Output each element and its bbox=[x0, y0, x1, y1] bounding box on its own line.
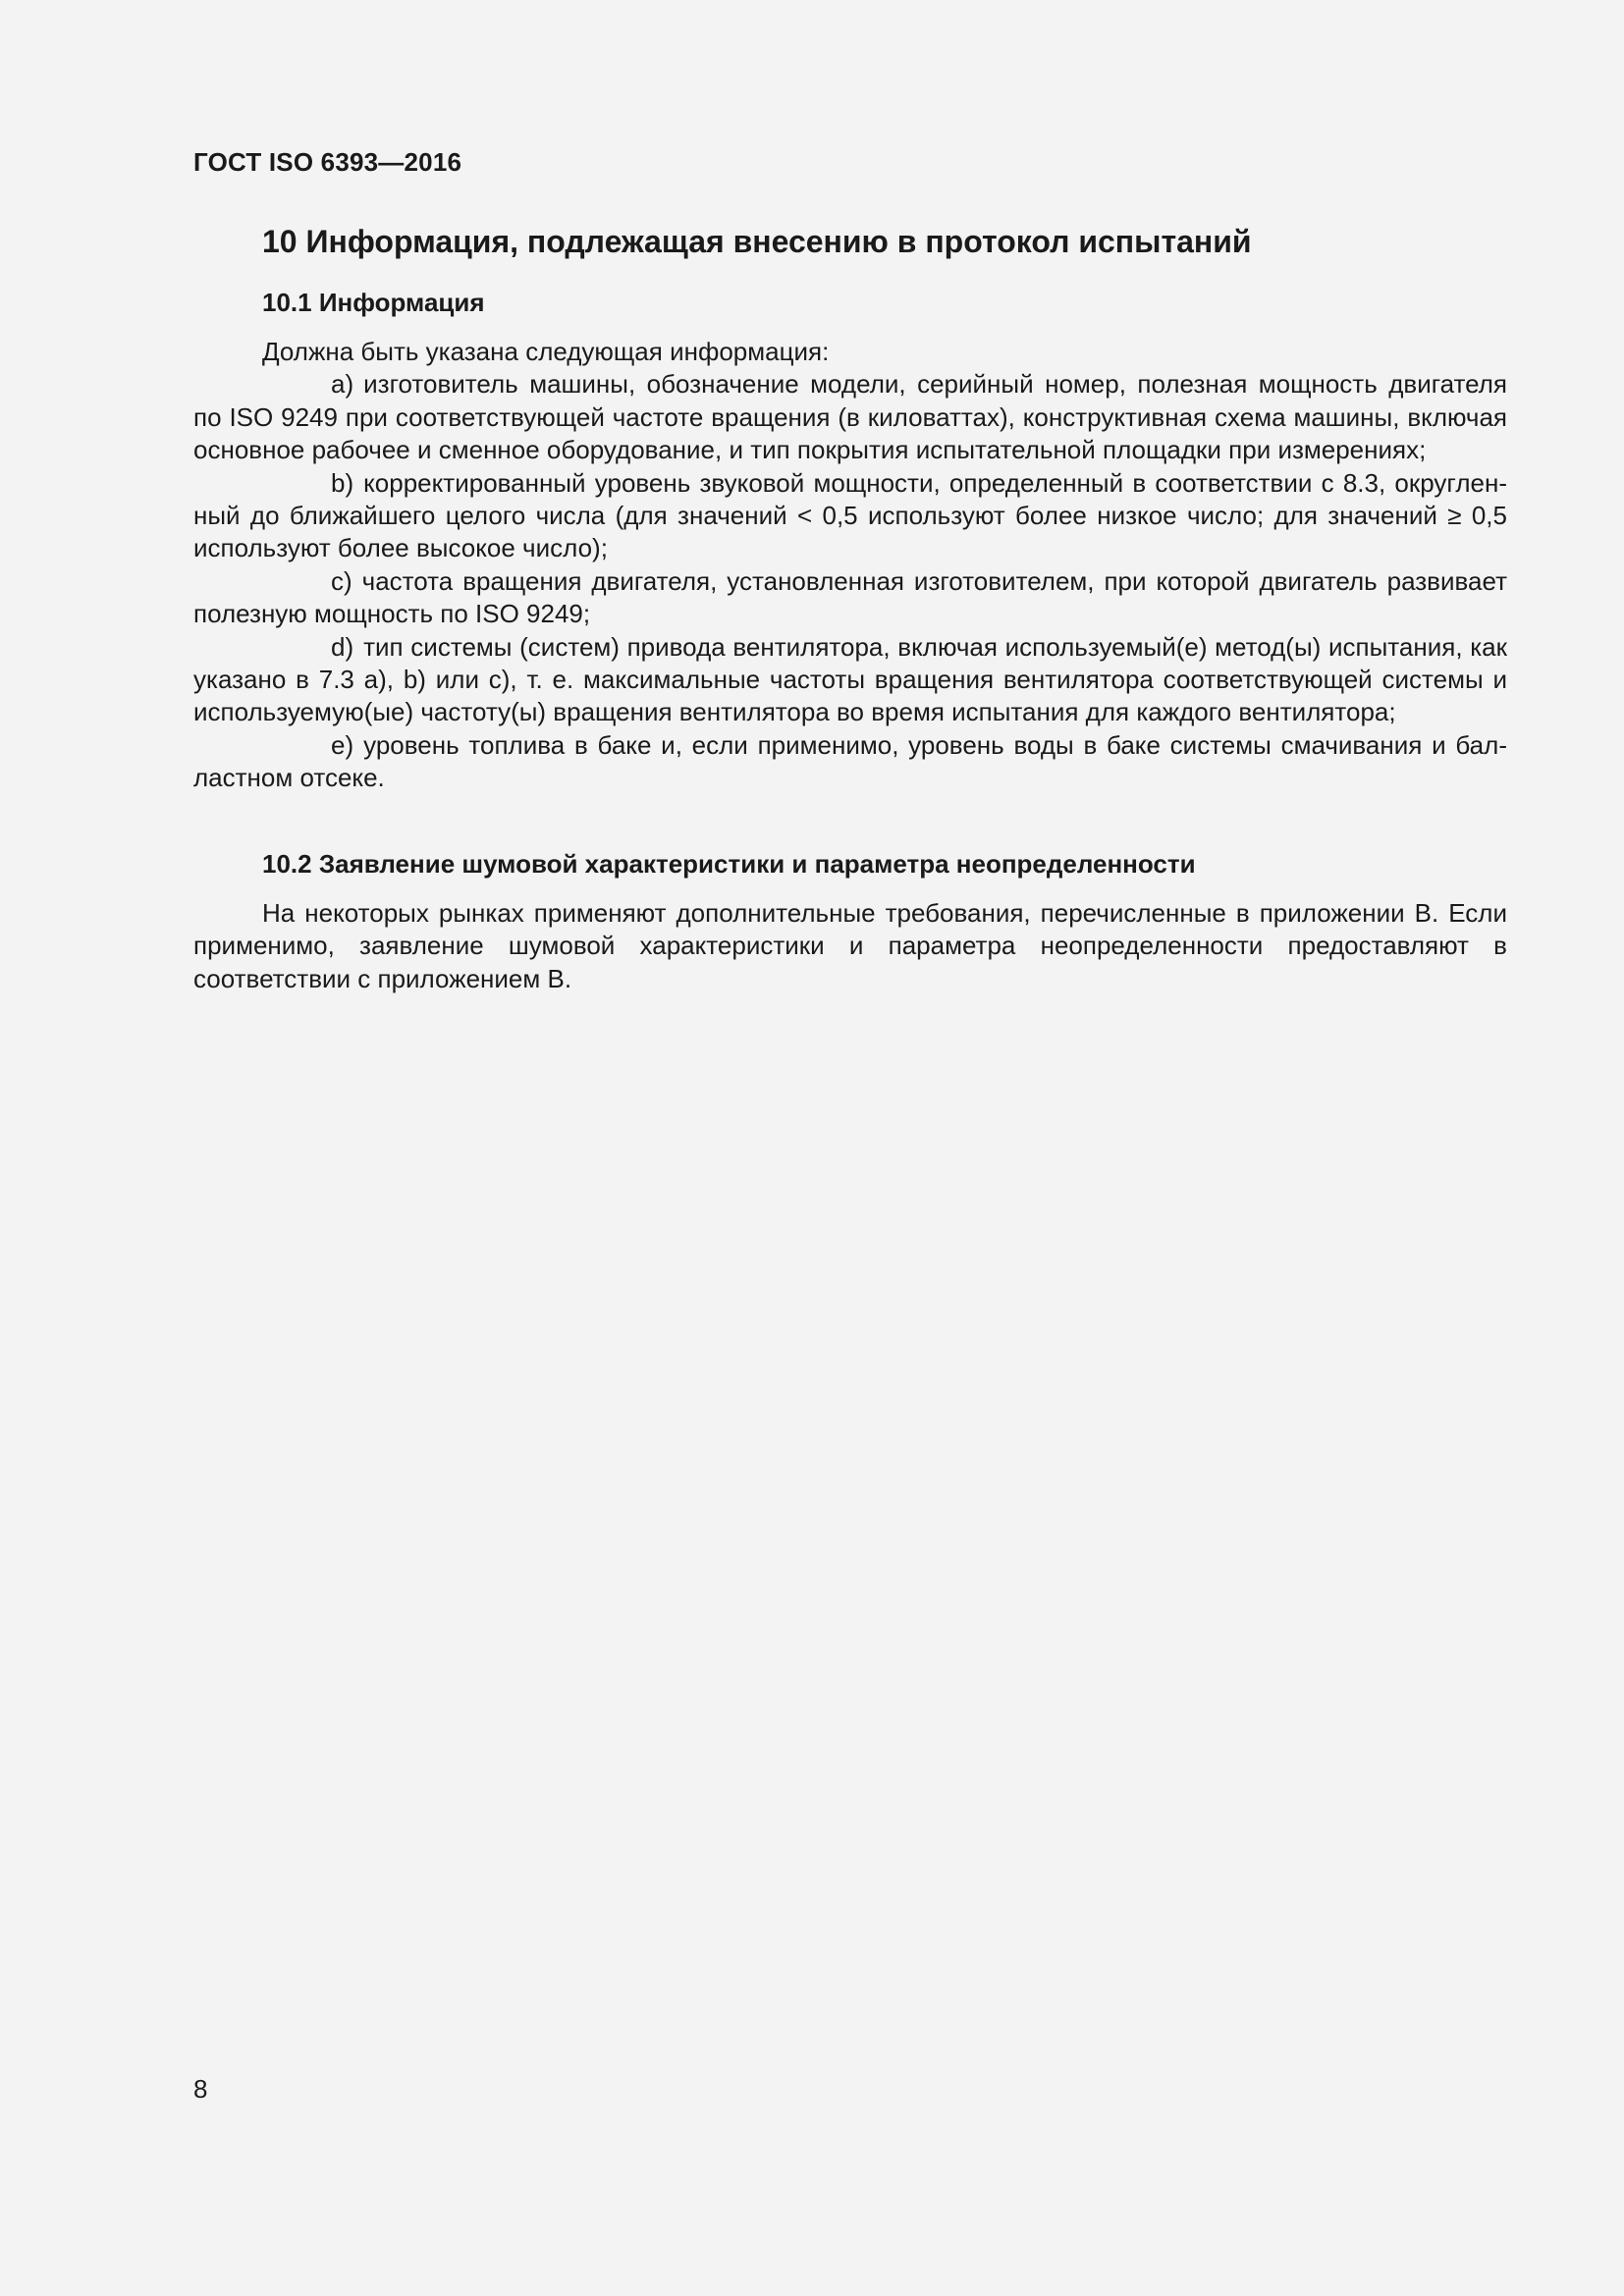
list-item-c bbox=[193, 565, 1507, 631]
list-item-letter: d) bbox=[331, 631, 354, 662]
list-item-text: изготовитель машины, обозначение модели, серийный номер, полезная мощность двигателя по ISO 9249 при соответствующей частоте вращения (в киловаттах), конструктивная схема машины, включая основное рабочее и сменное оборудование, и тип покрытия испытательной площадки при измерениях; bbox=[193, 369, 1507, 465]
list-item-b bbox=[193, 467, 1507, 565]
list-item-letter: e) bbox=[331, 729, 354, 760]
subsection-body-10-2 bbox=[193, 897, 1507, 995]
paragraph: На некоторых рынках применяют дополнительные требования, перечисленные в приложении В. Если применимо, заявление шумовой характеристики и параметра неопределенности предоставляют в соответствии с приложением В. bbox=[193, 898, 1507, 993]
list-item-letter: b) bbox=[331, 467, 354, 498]
list-item-letter: c) bbox=[331, 565, 352, 596]
subsection-body-10-1 bbox=[193, 336, 1507, 795]
intro-paragraph: Должна быть указана следующая информация: bbox=[262, 337, 830, 366]
list-item-e bbox=[193, 729, 1507, 795]
list-item-text: уровень топлива в баке и, если применимо, уровень воды в баке системы смачивания и балластном отсеке. bbox=[193, 729, 1507, 793]
subsection-title-10-2: 10.2 Заявление шумовой характеристики и параметра неопределенности bbox=[262, 849, 1196, 879]
list-item-d bbox=[193, 631, 1507, 729]
list-item-text: корректированный уровень звуковой мощности, определенный в соответствии с 8.3, округленный до ближайшего целого числа (для значений < 0,5 используют более низкое число; для значений ≥ 0,5 используют более высокое число); bbox=[193, 467, 1507, 563]
list-item-letter: a) bbox=[331, 369, 354, 400]
page-number: 8 bbox=[193, 2074, 208, 2104]
subsection-title-10-1: 10.1 Информация bbox=[262, 288, 485, 317]
list-item-a bbox=[193, 368, 1507, 466]
list-item-text: частота вращения двигателя, установленная изготовителем, при которой двигатель развивает полезную мощность по ISO 9249; bbox=[193, 565, 1507, 629]
document-header: ГОСТ ISO 6393—2016 bbox=[193, 147, 462, 177]
section-title: 10 Информация, подлежащая внесению в протокол испытаний bbox=[262, 224, 1252, 259]
list-item-text: тип системы (систем) привода вентилятора, включая используемый(е) метод(ы) испытания, как указано в 7.3 а), b) или c), т. е. максимальные частоты вращения вентилятора соответствующей системы и используемую(ые) частоту(ы) вращения вентилятора во время испытания для каждого вентилятора; bbox=[193, 631, 1507, 727]
